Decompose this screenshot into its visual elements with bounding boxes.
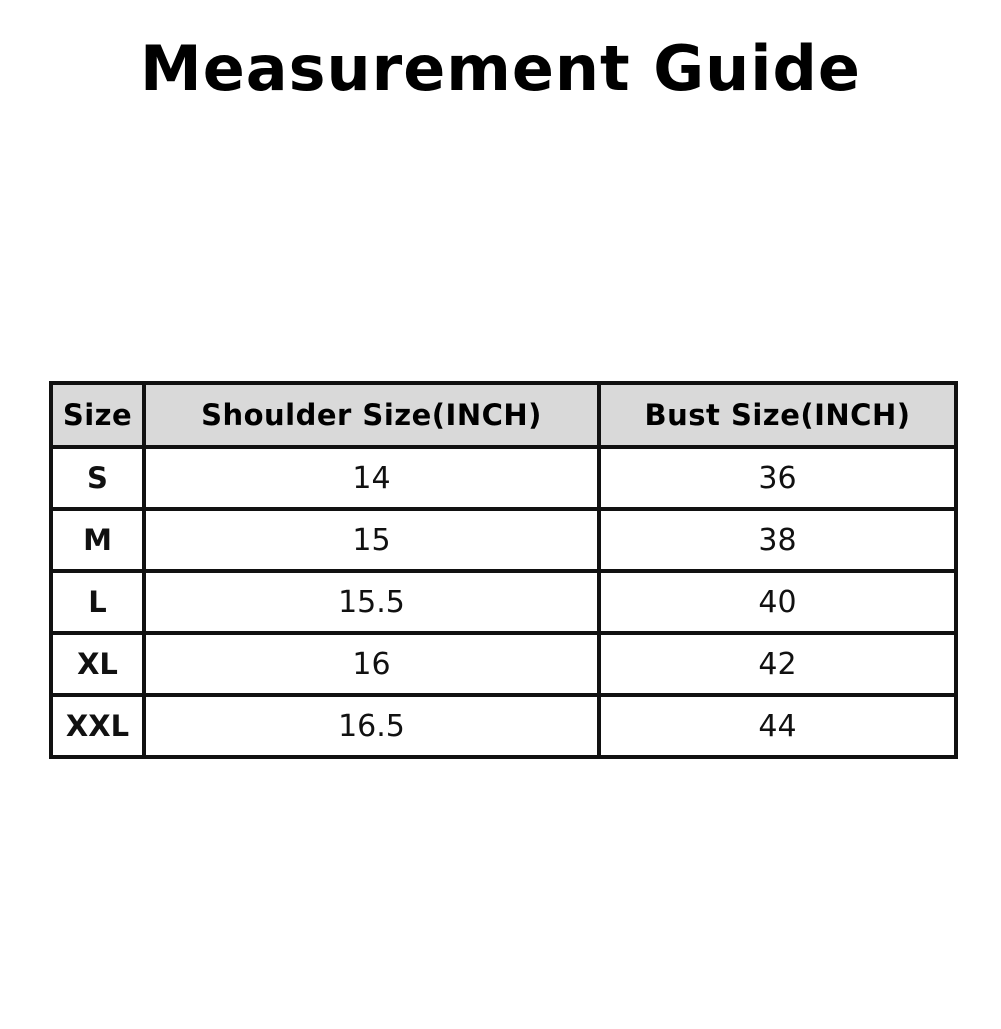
shoulder-cell: 15.5 [144,571,599,633]
shoulder-cell: 15 [144,509,599,571]
table-header-row [51,383,956,447]
table-row [51,447,956,509]
measurement-table [49,381,958,759]
size-cell: S [51,447,144,509]
bust-cell: 36 [599,447,956,509]
shoulder-cell: 14 [144,447,599,509]
header-size: Size [51,383,144,447]
bust-cell: 38 [599,509,956,571]
size-cell: XXL [51,695,144,757]
header-shoulder-size: Shoulder Size(INCH) [144,383,599,447]
size-cell: XL [51,633,144,695]
size-cell: L [51,571,144,633]
header-bust-size: Bust Size(INCH) [599,383,956,447]
table-row [51,633,956,695]
shoulder-cell: 16.5 [144,695,599,757]
size-cell: M [51,509,144,571]
page-title: Measurement Guide [140,32,861,105]
table-row [51,695,956,757]
shoulder-cell: 16 [144,633,599,695]
bust-cell: 40 [599,571,956,633]
table-row [51,509,956,571]
bust-cell: 44 [599,695,956,757]
table-row [51,571,956,633]
bust-cell: 42 [599,633,956,695]
